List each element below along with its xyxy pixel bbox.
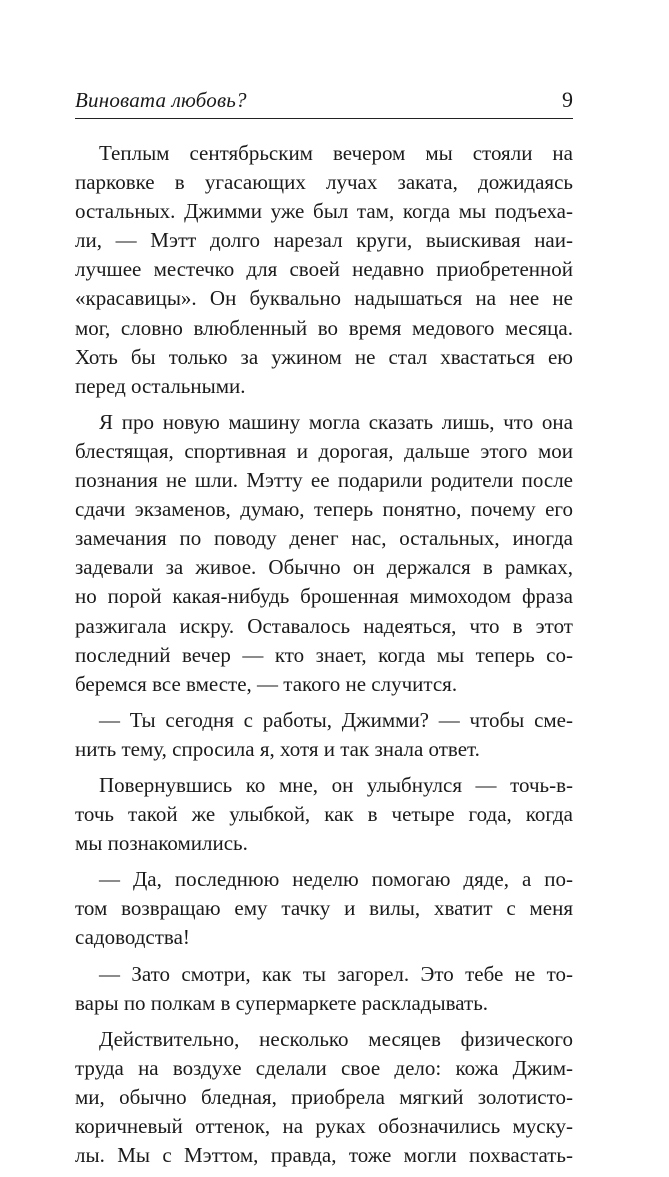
text-line: Теплым сентябрьским вечером мы стояли на [99,141,573,165]
text-line: труда на воздухе сделали свое дело: кожа Джим- [75,1055,573,1080]
text-line: ми, обычно бледная, приобрела мягкий золотисто- [75,1084,573,1109]
text-line: остальных. Джимми уже был там, когда мы подъеха- [75,199,573,224]
running-header [75,88,573,119]
text-line: том возвращаю ему тачку и вилы, хватит с меня [75,896,573,921]
text-line: «красавицы». Он буквально надышаться на нее не [75,286,573,311]
text-line: задевали за живое. Обычно он держался в рамках, [75,555,573,580]
text-line: — Ты сегодня с работы, Джимми? — чтобы сме- [99,707,573,732]
paragraph [75,865,573,952]
text-line: блестящая, спортивная и дорогая, дальше этого мои [75,438,573,463]
page-number: 9 [562,87,573,112]
text-line: мы познакомились. [75,831,248,856]
paragraph [75,139,573,401]
text-line: Повернувшись ко мне, он улыбнулся — точь-в- [99,772,573,797]
paragraph [75,706,573,764]
text-line: замечания по поводу денег нас, остальных, иногда [75,526,573,551]
text-line: беремся все вместе, — такого не случится. [75,671,458,696]
text-line: разжигала искру. Оставалось надеяться, что в этот [75,613,573,638]
text-line: вары по полкам в супермаркете раскладывать. [75,990,489,1015]
paragraph [75,771,573,858]
text-line: парковке в угасающих лучах заката, дожидаясь [75,170,573,195]
paragraph [75,1025,573,1170]
paragraph [75,960,573,1018]
text-line: последний вечер — кто знает, когда мы теперь со- [75,642,573,667]
text-line: сдачи экзаменов, думаю, теперь понятно, почему его [75,497,573,522]
text-line: лучшее местечко для своей недавно приобретенной [75,257,573,282]
text-line: Хоть бы только за ужином не стал хвастаться ею [75,344,573,369]
text-line: Действительно, несколько месяцев физического [99,1026,573,1051]
body-text [75,139,573,1177]
text-line: точь такой же улыбкой, как в четыре года, когда [75,802,573,827]
text-line: но порой какая-нибудь брошенная мимоходом фраза [75,584,573,609]
paragraph [75,408,573,699]
text-line: Я про новую машину могла сказать лишь, что она [99,409,573,434]
text-line: мог, словно влюбленный во время медового месяца. [75,315,573,340]
text-line: — Зато смотри, как ты загорел. Это тебе не то- [99,961,573,986]
text-line: ли, — Мэтт долго нарезал круги, выискивая наи- [75,228,573,253]
text-line: — Да, последнюю неделю помогаю дяде, а по- [99,867,573,892]
text-line: перед остальными. [75,373,246,398]
text-line: познания не шли. Мэтту ее подарили родители после [75,468,573,493]
text-line: коричневый оттенок, на руках обозначились муску- [75,1114,573,1138]
text-line: нить тему, спросила я, хотя и так знала ответ. [75,736,480,761]
running-title: Виновата любовь? [75,88,247,112]
text-line: лы. Мы с Мэттом, правда, тоже могли похвастать- [75,1143,573,1168]
text-line: садоводства! [75,925,190,950]
